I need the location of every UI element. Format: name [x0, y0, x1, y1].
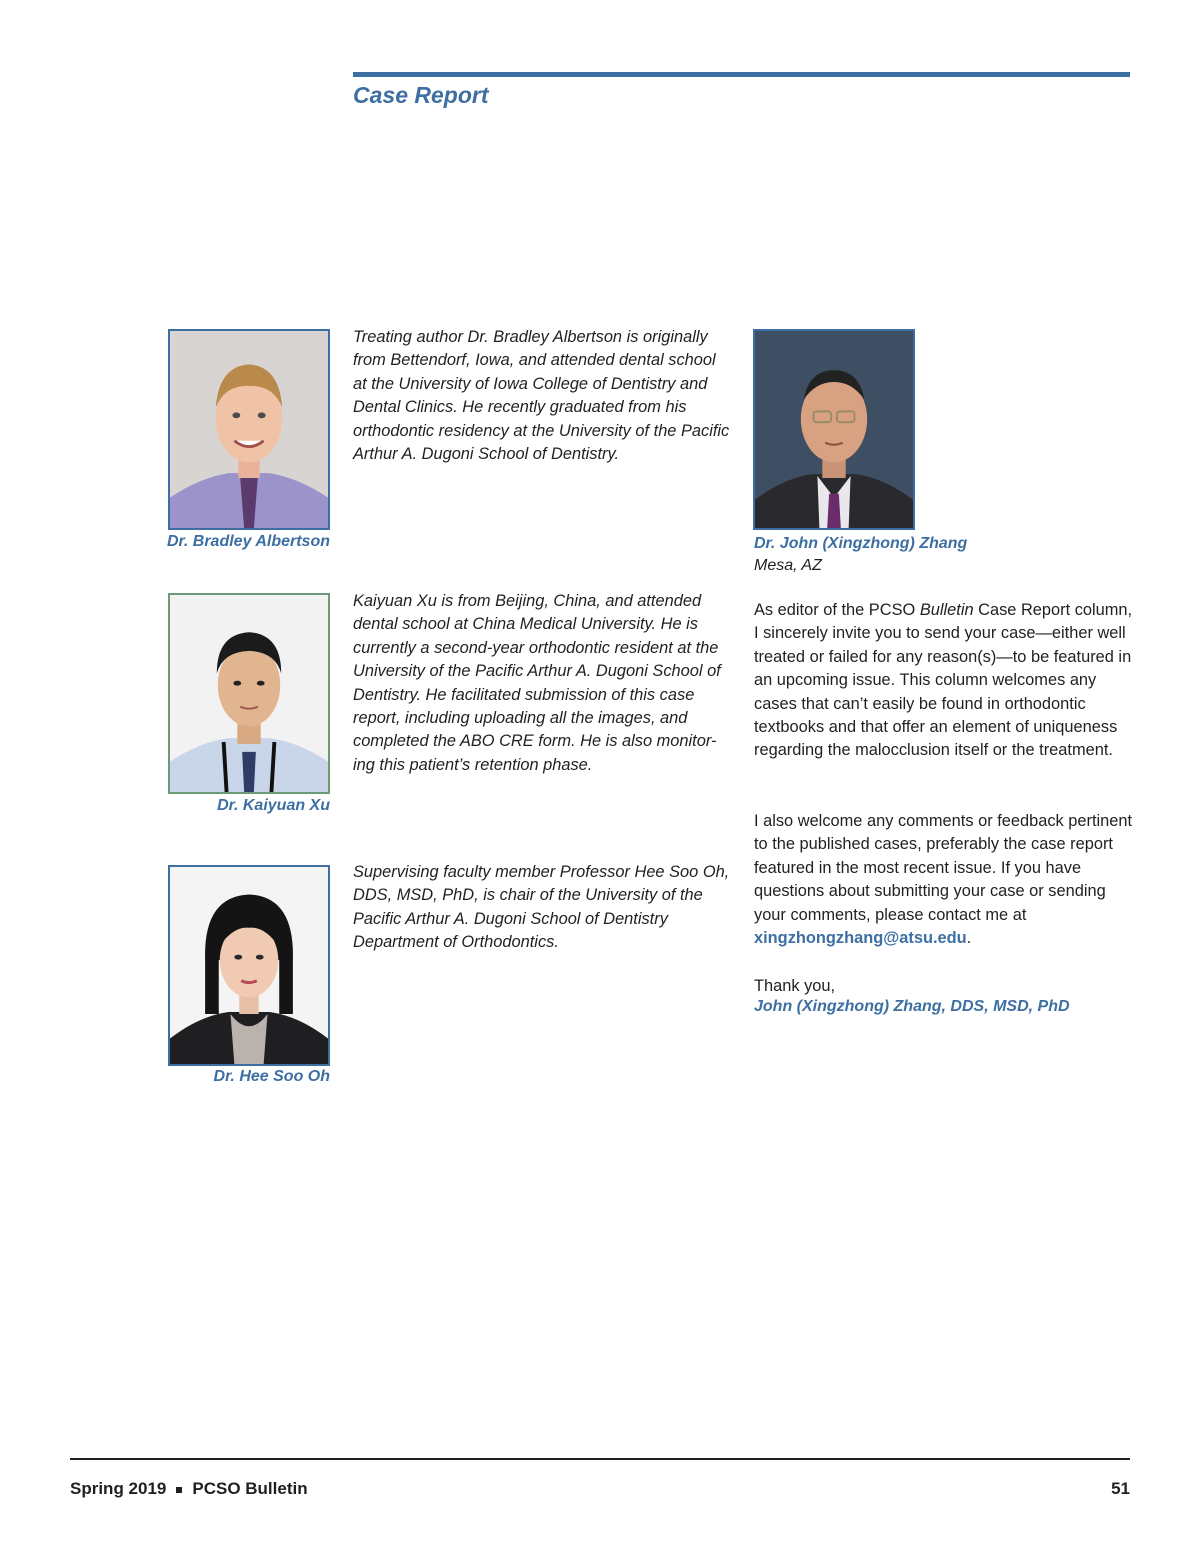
author-caption-albertson: Dr. Bradley Albertson — [166, 533, 330, 550]
editor-thanks: Thank you, — [754, 977, 836, 995]
author-bio-oh: Supervising faculty member Professor Hee Soo Oh, DDS, MSD, PhD, is chair of the University of the Pacific Arthur A. Dugoni School of Dentistry Department of Orthodontics. — [353, 863, 730, 952]
page-number: 51 — [1111, 1479, 1130, 1498]
footer-separator — [176, 1487, 182, 1493]
editor-text-segment: As editor of the PCSO — [754, 601, 920, 619]
author-bio-albertson: Treating author Dr. Bradley Albertson is originally from Bettendorf, Iowa, and attended dental school at the University of Iowa College of Dentistry and Dental Clinics. He recently graduated from his orthodontic residency at the University of the Pacific Arthur A. Dugoni School of Dentistry. — [353, 328, 730, 464]
editor-paragraph-invite — [754, 599, 1134, 763]
editor-signature: John (Xingzhong) Zhang, DDS, MSD, PhD — [754, 998, 1070, 1015]
editor-caption: Dr. John (Xingzhong) Zhang — [754, 535, 968, 552]
author-bio-xu: Kaiyuan Xu is from Beijing, China, and attended dental school at China Medical University. He is currently a second-year orthodontic resident at the University of the Pacific Arthur A. Dugoni School of Dentistry. He facilitated submission of this case report, including uploading all the images, and completed the ABO CRE form. He is also monitor-ing this patient’s retention phase. — [353, 592, 721, 774]
editor-text-segment: I also welcome any comments or feedback pertinent to the published cases, preferably the case report featured in the most recent issue. If you have questions about submitting your case or sending your comments, please contact me at — [754, 812, 1133, 924]
author-photo-oh — [168, 865, 330, 1066]
editor-text-segment: Case Report column, I sincerely invite you to send your case—either well treated or failed for any reason(s)—to be featured in an upcoming issue. This column welcomes any cases that can’t easily be found in orthodontic textbooks and that offer an element of uniqueness regarding the malocclusion itself or the treatment. — [754, 601, 1133, 760]
header-rule — [353, 72, 1130, 77]
footer-season: Spring 2019 — [70, 1479, 167, 1498]
bulletin-italic: Bulletin — [919, 601, 974, 619]
editor-photo-zhang — [753, 329, 915, 530]
author-caption-xu: Dr. Kaiyuan Xu — [217, 797, 330, 814]
editor-text-segment: . — [966, 929, 972, 948]
author-caption-oh: Dr. Hee Soo Oh — [213, 1068, 330, 1085]
footer-rule — [70, 1458, 1130, 1460]
footer-publication: PCSO Bulletin — [192, 1479, 308, 1498]
editor-email-link[interactable]: xingzhongzhang@atsu.edu — [754, 929, 967, 948]
author-photo-xu — [168, 593, 330, 794]
footer-issue — [70, 1479, 308, 1499]
editor-paragraph-feedback — [754, 810, 1134, 950]
author-photo-albertson — [168, 329, 330, 530]
section-title: Case Report — [353, 82, 489, 108]
editor-location: Mesa, AZ — [754, 557, 822, 574]
